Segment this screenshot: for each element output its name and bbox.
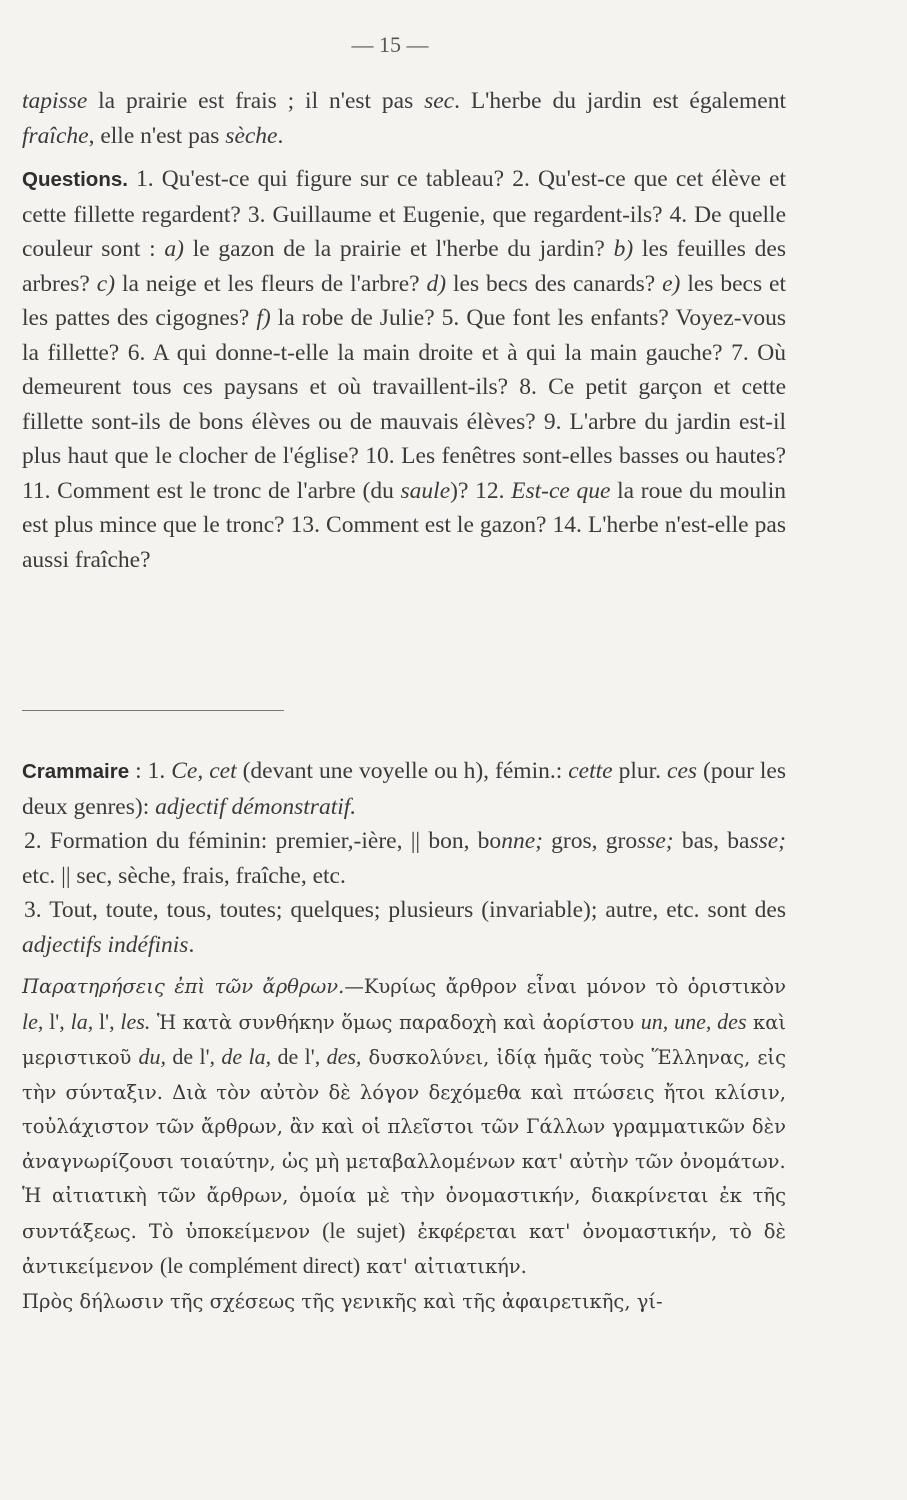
text-run: .	[277, 122, 284, 149]
italic-word: cette	[568, 758, 613, 784]
text-run: la robe de Julie? 5. Que font les enfants? Voyez-vous la fillette? 6. A qui donne-t-elle la main droite et à qui la main gauche? 7. Où demeurent tous ces paysans et où travaillent-ils? 8. Ce petit garçon et cette fillette sont-ils de bons élèves ou de mauvais élèves? 9. L'arbre du jardin est-il plus haut que le clocher de l'église? 10. Les fenêtres sont-elles basses ou hautes? 11. Comment est le tronc de l'arbre (du	[22, 305, 786, 504]
text-run: 3. Tout, toute, tous, toutes; quelques; plusieurs (invariable); autre, etc. sont des	[24, 897, 786, 923]
greek-paragraph-3: Πρὸς δήλωσιν τῆς σχέσεως τῆς γενικῆς καὶ τῆς ἀφαιρετικῆς, γί-	[22, 1289, 663, 1313]
questions-paragraph	[22, 162, 786, 577]
item-marker: f)	[256, 305, 271, 331]
text-run: .	[188, 931, 195, 958]
italic-word: fraîche	[22, 122, 89, 149]
french-word: de la,	[221, 1044, 272, 1069]
italic-word: tapisse	[22, 88, 88, 114]
italic-word: Est-ce que	[511, 477, 611, 504]
text-run: la prairie est frais ; il n'est pas	[87, 88, 425, 114]
item-marker: b)	[613, 236, 634, 262]
italic-word: sse;	[637, 828, 674, 854]
item-marker: c)	[96, 270, 116, 297]
text-run: de l',	[271, 1044, 327, 1069]
italic-word: saule	[400, 477, 451, 504]
text-run: les becs des canards?	[446, 270, 663, 297]
text-run: —Κυρίως ἄρθρον εἶναι μόνον τὸ ὁριστικὸν	[344, 975, 786, 998]
text-run: )? 12.	[450, 477, 512, 504]
italic-word: Ce, cet	[171, 758, 237, 784]
text-run: καὶ μεριστικοῦ	[22, 1010, 787, 1069]
italic-word: adjectif démonstratif.	[155, 793, 357, 820]
text-run: : 1.	[129, 758, 172, 784]
grammar-section	[22, 754, 786, 962]
text-run: , elle n'est pas	[88, 122, 226, 149]
text-run: de l',	[165, 1044, 222, 1069]
french-word: le,	[22, 1008, 44, 1034]
text-run: (devant une voyelle ou h), fémin.:	[236, 758, 569, 784]
text-run: l',	[43, 1008, 71, 1034]
section-divider	[22, 710, 284, 711]
french-word: les.	[120, 1008, 151, 1034]
french-word: des,	[326, 1044, 362, 1069]
french-word: la,	[70, 1008, 94, 1034]
text-run: gros, gro	[542, 828, 638, 854]
text-run: δυσκολύνει, ἰδίᾳ ἡμᾶς τοὺς Ἕλληνας, εἰς τὴν σύνταξιν. Διὰ τὸν αὐτὸν δὲ λόγον δεχόμεθα καὶ πτώσεις ἤτοι κλίσιν, τοὐλάχιστον τῶν ἄρθρων, ἂν καὶ οἱ πλεῖστοι τῶν Γάλλων γραμματικῶν δὲν ἀναγνωρίζουσι τοιαύτην, ὡς μὴ μεταβαλλομένων κατ' αὐτὴν τῶν ὀνομάτων.	[22, 1046, 786, 1173]
text-run: les feuilles des arbres?	[22, 236, 786, 297]
italic-word: sse;	[749, 828, 786, 854]
italic-word: nne;	[501, 828, 543, 854]
text-run: le gazon de la prairie et l'herbe du jardin?	[183, 236, 614, 262]
item-marker: a)	[164, 236, 184, 262]
text-run: plur.	[612, 758, 668, 784]
page-number: — 15 —	[351, 32, 429, 57]
text-run: . L'herbe du jardin est également	[454, 88, 786, 114]
item-marker: e)	[662, 270, 681, 297]
text-run: bas, ba	[673, 828, 750, 854]
text-run: la roue du moulin est plus mince que le tronc? 13. Comment est le gazon? 14. L'herbe n'est-elle pas aussi fraîche?	[22, 477, 786, 573]
grammar-label: Crammaire	[22, 760, 130, 783]
text-run: etc. || sec, sèche, frais, fraîche, etc.	[22, 862, 346, 889]
text-run: les becs et les pattes des cigognes?	[22, 270, 786, 331]
text-run: la neige et les fleurs de l'arbre?	[115, 270, 427, 297]
intro-paragraph	[22, 84, 786, 153]
grammar-point-3	[22, 893, 786, 962]
greek-notes	[22, 970, 786, 1319]
french-word: du,	[138, 1044, 166, 1069]
text-run: ἐκφέρεται κατ' ὀνομαστικήν, τὸ δὲ ἀντικείμενον	[22, 1219, 786, 1278]
italic-word: ces	[667, 758, 698, 784]
grammar-point-2	[22, 824, 786, 893]
greek-paragraph-2	[22, 1179, 786, 1285]
greek-paragraph-1	[22, 970, 786, 1179]
text-run: (pour les deux genres):	[22, 758, 787, 820]
questions-label: Questions.	[22, 168, 128, 191]
italic-word: sèche	[225, 122, 278, 149]
greek-heading: Παρατηρήσεις ἐπὶ τῶν ἄρθρων.	[22, 975, 345, 998]
french-word: un, une, des	[640, 1008, 747, 1034]
french-term: (le complément direct)	[159, 1253, 361, 1278]
italic-word: sec	[424, 88, 455, 114]
text-run: 2. Formation du féminin: premier,-ière, || bon, bo	[24, 828, 502, 854]
text-run: l',	[93, 1008, 121, 1034]
grammar-point-1	[22, 754, 786, 824]
french-term: (le sujet)	[322, 1217, 406, 1243]
text-run: 1. Qu'est-ce qui figure sur ce tableau? 2. Qu'est-ce que cet élève et cette fillette regardent? 3. Guillaume et Eugenie, que regardent-ils? 4. De quelle couleur sont :	[22, 166, 786, 262]
text-run: Ἡ αἰτιατικὴ τῶν ἄρθρων, ὁμοία μὲ τὴν ὀνομαστικήν, διακρίνεται ἐκ τῆς συντάξεως. Τὸ ὑποκείμενον	[22, 1184, 786, 1243]
text-run: κατ' αἰτιατικήν.	[360, 1255, 527, 1278]
item-marker: d)	[426, 270, 447, 297]
text-run: Ἡ κατὰ συνθήκην ὅμως παραδοχὴ καὶ ἀορίστου	[150, 1010, 641, 1034]
italic-word: adjectifs indéfinis	[22, 931, 189, 958]
